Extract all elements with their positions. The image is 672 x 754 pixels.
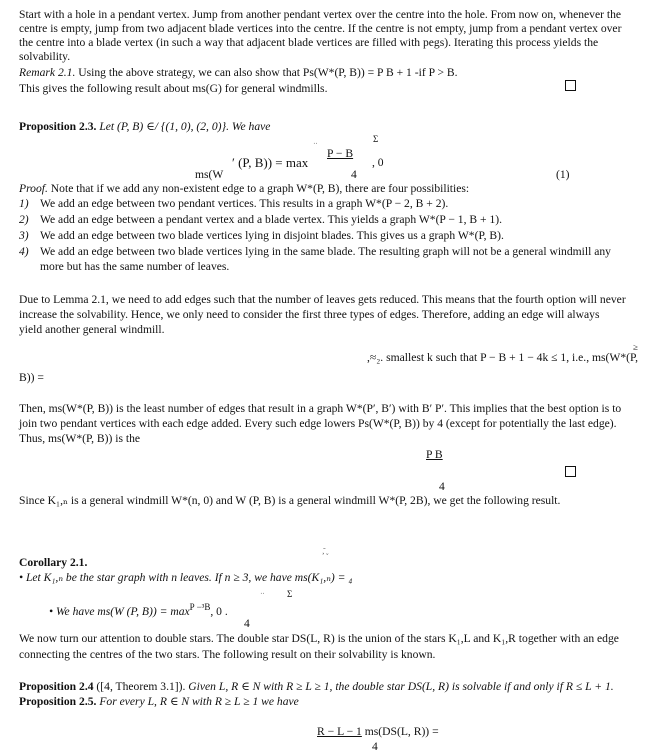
proof-item-num: 3) xyxy=(19,229,29,242)
intro-line-3: the centre into a blade vertex (in such a way that adjacent blade vertices are filled with pegs). Iterating this process yields the xyxy=(19,36,599,49)
proof-item-num: 1) xyxy=(19,197,29,210)
prop23-line xyxy=(19,120,270,134)
prop25-line xyxy=(19,695,299,709)
qed-symbol-proof xyxy=(565,466,576,477)
lemma-line-1: Due to Lemma 2.1, we need to add edges such that the number of leaves gets reduced. This means that the fourth option will never xyxy=(19,293,626,306)
then-line-3: Thus, ms(W*(P, B)) is the xyxy=(19,432,141,445)
prop24-ref: ([4, Theorem 3.1]). xyxy=(96,680,186,693)
lemma-line-3: yield another general windmill. xyxy=(19,323,165,336)
prop23-zero: , 0 xyxy=(372,156,384,169)
frac-denominator: 4 xyxy=(439,480,445,493)
double-star-line-1: We now turn our attention to double stars. The double star DS(L, R) is the union of the stars K₁,L and K₁,R together with an edge xyxy=(19,632,619,645)
remark-follow: This gives the following result about ms(G) for general windmills. xyxy=(19,82,328,95)
prop23-tick: ˈˈ xyxy=(313,142,318,150)
corollary-tick: ˈˈ xyxy=(260,592,265,600)
prop23-denominator: 4 xyxy=(351,168,357,181)
proof-item-num: 4) xyxy=(19,245,29,258)
prop24-line xyxy=(19,680,614,694)
proof-item-num: 2) xyxy=(19,213,29,226)
prop24-label: Proposition 2.4 xyxy=(19,680,94,693)
proof-item: We add an edge between a pendant vertex and a blade vertex. This yields a graph W*(P − 1, B + 1). xyxy=(40,213,502,226)
remark-label: Remark 2.1. xyxy=(19,66,76,79)
geq-symbol: ≥ xyxy=(633,342,638,352)
double-star-line-2: connecting the centres of the two stars. The following result on their solvability is known. xyxy=(19,648,436,661)
final-denominator: 4 xyxy=(372,740,378,753)
proof-label: Proof. xyxy=(19,182,48,195)
proof-intro: Proof. Note that if we add any non-existent edge to a graph W*(P, B), there are four possibilities: xyxy=(19,182,470,195)
proof-item-continuation: more but has the same number of leaves. xyxy=(40,260,230,273)
smallest-k-line: ,≈₂. smallest k such that P − B + 1 − 4k ≤ 1, i.e., ms(W*(P, xyxy=(367,351,639,364)
final-formula: R − L − 1 ms(DS(L, R)) = xyxy=(317,725,439,738)
then-line-2: join two pendant vertices with each edge added. Every such edge lowers Ps(W*(P, B)) by 4 (except for potentially the last edge). xyxy=(19,417,617,430)
remark-text: Using the above strategy, we can also show that Ps(W*(P, B)) = P B + 1 -if P > B. xyxy=(78,66,458,79)
prop23-lhs-b: ms(W xyxy=(195,168,224,181)
frac-numerator: P B xyxy=(426,448,443,461)
prop25-text: For every L, R ∈ N with R ≥ L ≥ 1 we have xyxy=(99,695,299,708)
corollary-line-2: • We have ms(W (P, $B)) = \max^{P -^3B}$, 0 . xyxy=(49,602,228,618)
qed-symbol-remark xyxy=(565,80,576,91)
prop24-text: Given L, R ∈ N with R ≥ L ≥ 1, the double star DS(L, R) is solvable if and only if R ≤ L + 1. xyxy=(188,680,614,693)
corollary-denominator: 4 xyxy=(244,617,250,630)
corollary-mark: ¸̄ ˬ xyxy=(322,547,329,555)
b-equals: B)) = xyxy=(19,371,44,384)
remark-line xyxy=(19,66,458,80)
lemma-line-2: increase the solvability. Hence, we only need to consider the first three types of edges. Therefore, adding an edge will always xyxy=(19,308,600,321)
prop23-label: Proposition 2.3. xyxy=(19,120,97,133)
proof-item: We add an edge between two pendant vertices. This results in a graph W*(P − 2, B + 2). xyxy=(40,197,449,210)
prop23-statement: Let (P, B) ∈/ {(1, 0), (2, 0)}. We have xyxy=(99,120,271,133)
corollary-label: Corollary 2.1. xyxy=(19,556,88,569)
since-line: Since K₁,ₙ is a general windmill W*(n, 0) and W (P, B) is a general windmill W*(P, 2B), we get the following result. xyxy=(19,494,561,507)
prop23-sigma: Σ xyxy=(373,134,379,144)
proof-item: We add an edge between two blade vertices lying in the same blade. The resulting graph will not be a general windmill any xyxy=(40,245,611,258)
corollary-line-1: • Let K₁,ₙ be the star graph with n leaves. If n ≥ 3, we have ms(K₁,ₙ) = ₄ xyxy=(19,571,353,584)
prop23-numerator: P − B xyxy=(327,147,354,160)
prop23-lhs-a: ′ (P, B)) = max xyxy=(232,155,309,170)
then-line-1: Then, ms(W*(P, B)) is the least number of edges that result in a graph W*(P′, B′) with B′ P′. This implies that the best option is to xyxy=(19,402,622,415)
corollary-sigma: Σ xyxy=(287,589,293,599)
prop25-label: Proposition 2.5. xyxy=(19,695,97,708)
intro-line-1: Start with a hole in a pendant vertex. Jump from another pendant vertex over the centre into the hole. From now on, whenever the xyxy=(19,8,622,21)
equation-number: (1) xyxy=(556,168,570,181)
intro-line-2: centre is empty, jump from two adjacent blade vertices into the centre. If the centre is not empty, jump from a pendant vertex over xyxy=(19,22,622,35)
proof-item: We add an edge between two blade vertices lying in disjoint blades. This gives us a graph W*(P, B). xyxy=(40,229,504,242)
intro-line-4: solvability. xyxy=(19,50,71,63)
